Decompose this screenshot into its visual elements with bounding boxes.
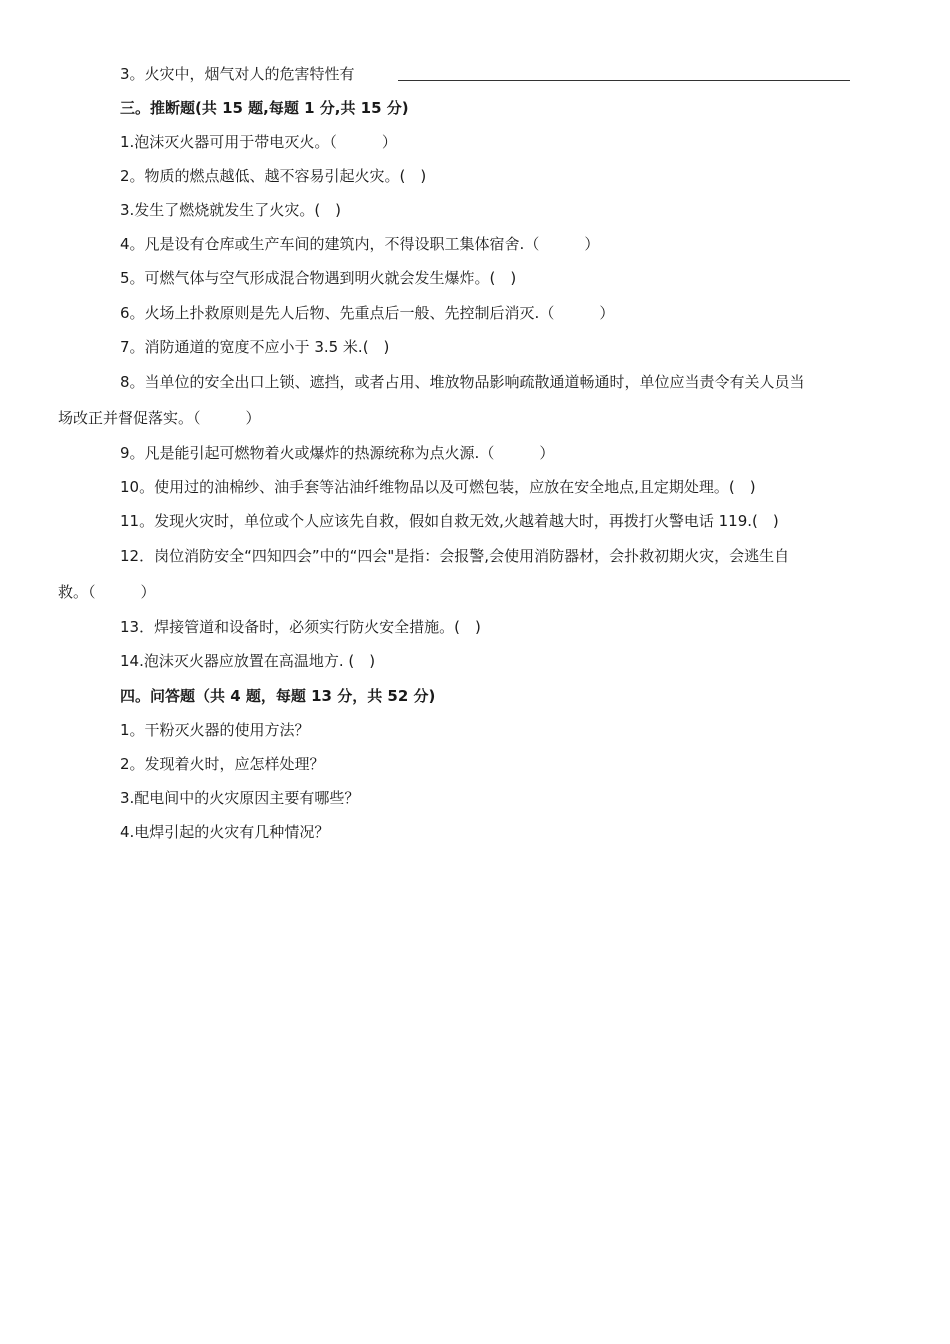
judgment-question-8-continued: 场改正并督促落实。（ ）: [58, 409, 261, 427]
judgment-question-12-continued: 救。（ ）: [58, 583, 156, 601]
section-3-heading: 三。推断题(共 15 题,每题 1 分,共 15 分): [120, 99, 409, 117]
judgment-question-4: 4。凡是设有仓库或生产车间的建筑内，不得设职工集体宿舍.（ ）: [120, 235, 600, 253]
judgment-question-7: 7。消防通道的宽度不应小于 3.5 米.( ): [120, 338, 390, 356]
judgment-question-3: 3.发生了燃烧就发生了火灾。( ): [120, 201, 342, 219]
answer-blank-line: [398, 80, 850, 81]
judgment-question-9: 9。凡是能引起可燃物着火或爆炸的热源统称为点火源.（ ）: [120, 444, 555, 462]
judgment-question-2: 2。物质的燃点越低、越不容易引起火灾。( ): [120, 167, 427, 185]
section-4-heading: 四。问答题（共 4 题，每题 13 分，共 52 分): [120, 687, 436, 705]
fill-in-question-3: 3。火灾中，烟气对人的危害特性有: [120, 65, 355, 83]
judgment-question-8: 8。当单位的安全出口上锁、遮挡，或者占用、堆放物品影响疏散通道畅通时，单位应当责令有关人员当: [120, 373, 805, 391]
essay-question-1: 1。干粉灭火器的使用方法？: [120, 721, 310, 739]
judgment-question-13: 13．焊接管道和设备时，必须实行防火安全措施。( ): [120, 618, 481, 636]
judgment-question-11: 11。发现火灾时，单位或个人应该先自救，假如自救无效,火越着越大时，再拨打火警电话 119.( ): [120, 512, 779, 530]
essay-question-2: 2。发现着火时，应怎样处理？: [120, 755, 325, 773]
judgment-question-12: 12．岗位消防安全“四知四会”中的“四会"是指：会报警,会使用消防器材，会扑救初期火灾，会逃生自: [120, 547, 790, 565]
essay-question-3: 3.配电间中的火灾原因主要有哪些？: [120, 789, 360, 807]
judgment-question-1: 1.泡沫灭火器可用于带电灭火。（ ）: [120, 133, 397, 151]
judgment-question-10: 10。使用过的油棉纱、油手套等沾油纤维物品以及可燃包装，应放在安全地点,且定期处理。( ): [120, 478, 756, 496]
judgment-question-5: 5。可燃气体与空气形成混合物遇到明火就会发生爆炸。( ): [120, 269, 517, 287]
judgment-question-14: 14.泡沫灭火器应放置在高温地方. ( ): [120, 652, 376, 670]
judgment-question-6: 6。火场上扑救原则是先人后物、先重点后一般、先控制后消灭.（ ）: [120, 304, 615, 322]
essay-question-4: 4.电焊引起的火灾有几种情况？: [120, 823, 330, 841]
